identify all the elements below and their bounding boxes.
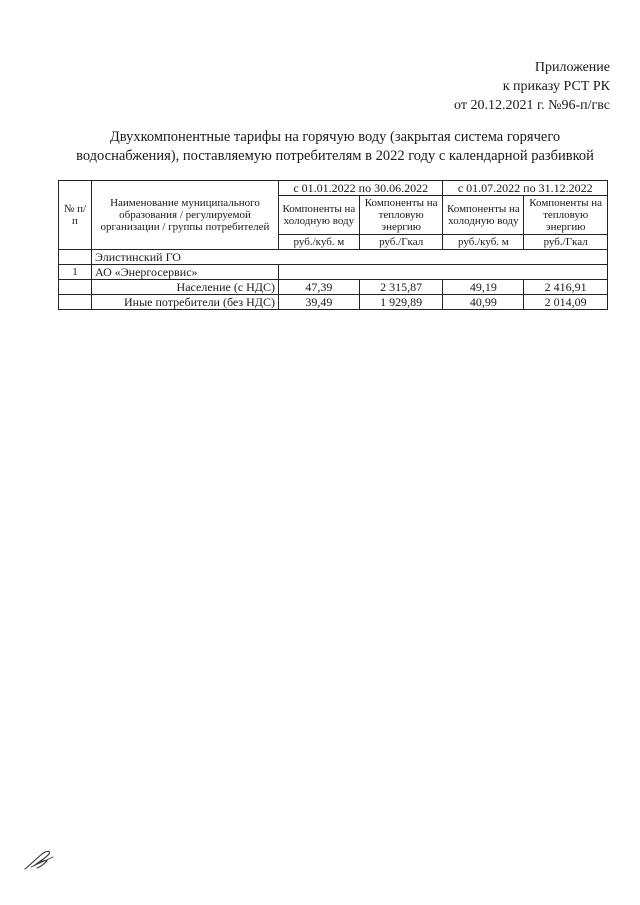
header-unit-heat-2: руб./Гкал	[524, 235, 608, 250]
header-unit-water-1: руб./куб. м	[279, 235, 360, 250]
table-row	[59, 295, 608, 310]
handwritten-signature	[22, 848, 58, 872]
title-line-2: водоснабжения), поставляемую потребителям в 2022 году с календарной разбивкой	[76, 148, 594, 164]
title-line-1: Двухкомпонентные тарифы на горячую воду (закрытая система горячего	[109, 129, 561, 145]
municipality-name: Элистинский ГО	[92, 250, 608, 265]
appendix-line-2: к приказу РСТ РК	[502, 79, 610, 94]
value-heat-2: 2 416,91	[524, 280, 608, 295]
header-unit-water-2: руб./куб. м	[443, 235, 524, 250]
header-comp-water-1: Компоненты на холодную воду	[279, 196, 360, 235]
tariff-table	[58, 180, 608, 310]
value-heat-2: 2 014,09	[524, 295, 608, 310]
appendix-line-3: от 20.12.2021 г. №96-п/гвс	[454, 98, 610, 113]
document-title	[60, 128, 610, 166]
organization-empty	[279, 265, 608, 280]
header-row-periods	[59, 181, 608, 196]
header-comp-water-2: Компоненты на холодную воду	[443, 196, 524, 235]
row-label: Иные потребители (без НДС)	[92, 295, 279, 310]
organization-row	[59, 265, 608, 280]
organization-num: 1	[59, 265, 92, 280]
header-name: Наименование муниципального образования / регулируемой организации / группы потребителей	[92, 181, 279, 250]
value-heat-1: 2 315,87	[359, 280, 443, 295]
value-water-1: 39,49	[279, 295, 360, 310]
table-row	[59, 280, 608, 295]
row-num	[59, 280, 92, 295]
header-num: № п/п	[59, 181, 92, 250]
organization-name: АО «Энергосервис»	[92, 265, 279, 280]
row-num	[59, 295, 92, 310]
header-comp-heat-2: Компоненты на тепловую энергию	[524, 196, 608, 235]
appendix-line-1: Приложение	[534, 60, 610, 75]
header-comp-heat-1: Компоненты на тепловую энергию	[359, 196, 443, 235]
value-water-2: 49,19	[443, 280, 524, 295]
municipality-row	[59, 250, 608, 265]
value-water-2: 40,99	[443, 295, 524, 310]
header-period-2: с 01.07.2022 по 31.12.2022	[443, 181, 608, 196]
municipality-num	[59, 250, 92, 265]
header-period-1: с 01.01.2022 по 30.06.2022	[279, 181, 443, 196]
value-heat-1: 1 929,89	[359, 295, 443, 310]
header-unit-heat-1: руб./Гкал	[359, 235, 443, 250]
appendix-reference	[454, 58, 610, 115]
value-water-1: 47,39	[279, 280, 360, 295]
row-label: Население (с НДС)	[92, 280, 279, 295]
